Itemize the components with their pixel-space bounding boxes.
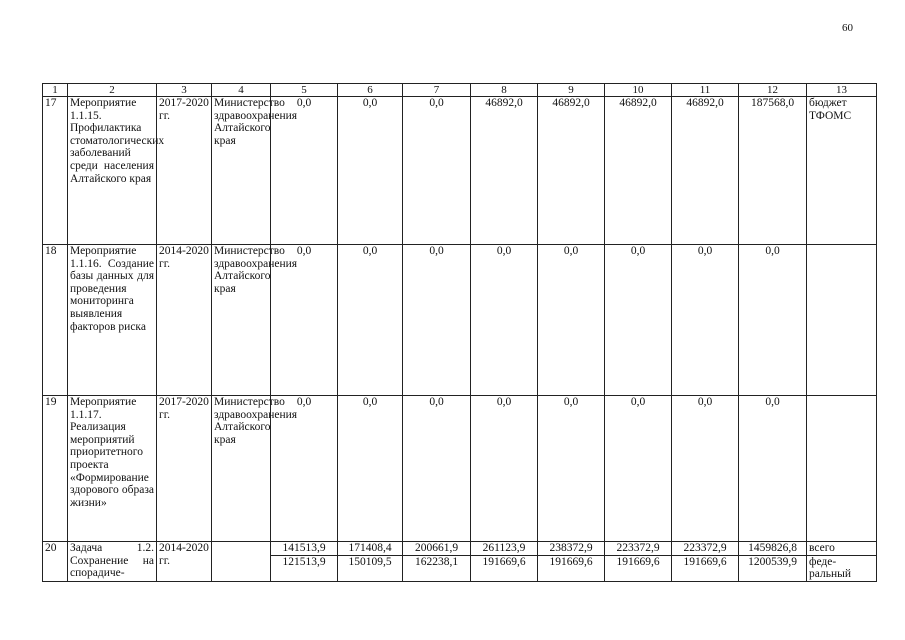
source-federal-cont: ральный bbox=[809, 568, 851, 581]
header-cell: 10 bbox=[605, 84, 672, 97]
period-cell: 2014-2020 гг. bbox=[157, 245, 212, 396]
value-cell bbox=[403, 542, 471, 582]
value-cell bbox=[538, 542, 605, 582]
value-cell: 46892,0 bbox=[471, 97, 538, 245]
header-cell: 8 bbox=[471, 84, 538, 97]
value-cell: 46892,0 bbox=[672, 97, 739, 245]
value-cell bbox=[471, 542, 538, 582]
program-table bbox=[42, 83, 877, 582]
value-cell: 187568,0 bbox=[739, 97, 807, 245]
value-cell: 0,0 bbox=[403, 396, 471, 542]
executor-cell: Министерство здравоохранения Алтайского края bbox=[212, 245, 271, 396]
value-cell: 0,0 bbox=[471, 396, 538, 542]
value-cell: 0,0 bbox=[471, 245, 538, 396]
header-cell: 1 bbox=[43, 84, 68, 97]
value-cell: 0,0 bbox=[271, 396, 338, 542]
value-cell: 0,0 bbox=[672, 245, 739, 396]
header-row bbox=[43, 84, 877, 97]
value-cell: 0,0 bbox=[271, 97, 338, 245]
row-number: 17 bbox=[43, 97, 68, 245]
funding-source-cell: бюджет ТФОМС bbox=[807, 97, 877, 245]
value-total: 141513,9 bbox=[282, 542, 326, 554]
row-number: 20 bbox=[43, 542, 68, 582]
value-total: 200661,9 bbox=[414, 542, 459, 554]
value-cell: 0,0 bbox=[338, 245, 403, 396]
period-cell: 2014-2020 гг. bbox=[157, 542, 212, 582]
value-cell: 0,0 bbox=[605, 245, 672, 396]
funding-source-cell bbox=[807, 245, 877, 396]
period-cell: 2017-2020 гг. bbox=[157, 97, 212, 245]
value-federal: 150109,5 bbox=[338, 555, 402, 569]
measure-description: Мероприятие 1.1.15. Профилактика стоматологических заболеваний среди населения Алтайского края bbox=[68, 97, 157, 245]
table-row bbox=[43, 542, 877, 582]
executor-cell bbox=[212, 542, 271, 582]
value-cell bbox=[672, 542, 739, 582]
header-cell: 12 bbox=[739, 84, 807, 97]
header-cell: 6 bbox=[338, 84, 403, 97]
header-cell: 4 bbox=[212, 84, 271, 97]
page-number: 60 bbox=[842, 22, 853, 34]
measure-description: Мероприятие 1.1.17. Реализация мероприятий приоритетного проекта «Формирование здорового образа жизни» bbox=[68, 396, 157, 542]
value-cell bbox=[605, 542, 672, 582]
table-row bbox=[43, 97, 877, 245]
value-total: 171408,4 bbox=[348, 542, 392, 554]
row-number: 19 bbox=[43, 396, 68, 542]
row-number: 18 bbox=[43, 245, 68, 396]
header-cell: 7 bbox=[403, 84, 471, 97]
period-cell: 2017-2020 гг. bbox=[157, 396, 212, 542]
value-cell: 0,0 bbox=[403, 245, 471, 396]
header-cell: 13 bbox=[807, 84, 877, 97]
source-total: всего bbox=[809, 542, 835, 554]
header-cell: 3 bbox=[157, 84, 212, 97]
funding-source-cell bbox=[807, 542, 877, 582]
value-cell: 0,0 bbox=[338, 97, 403, 245]
value-cell: 0,0 bbox=[403, 97, 471, 245]
value-cell: 0,0 bbox=[739, 396, 807, 542]
executor-cell: Министерство здравоохранения Алтайского края bbox=[212, 97, 271, 245]
value-total: 223372,9 bbox=[616, 542, 660, 554]
header-cell: 9 bbox=[538, 84, 605, 97]
value-federal: 191669,6 bbox=[471, 555, 537, 569]
value-total: 223372,9 bbox=[683, 542, 727, 554]
value-cell bbox=[271, 542, 338, 582]
table-row bbox=[43, 396, 877, 542]
value-federal: 191669,6 bbox=[605, 555, 671, 569]
table-row bbox=[43, 245, 877, 396]
value-cell: 0,0 bbox=[739, 245, 807, 396]
value-total: 261123,9 bbox=[482, 542, 526, 554]
value-cell: 0,0 bbox=[672, 396, 739, 542]
value-federal: 191669,6 bbox=[672, 555, 738, 569]
value-federal: 191669,6 bbox=[538, 555, 604, 569]
value-cell bbox=[338, 542, 403, 582]
measure-description: Мероприятие 1.1.16. Создание базы данных для проведения мониторинга выявления факторов риска bbox=[68, 245, 157, 396]
value-cell bbox=[739, 542, 807, 582]
source-federal: феде- bbox=[807, 555, 876, 569]
header-cell: 5 bbox=[271, 84, 338, 97]
value-federal: 1200539,9 bbox=[739, 555, 806, 569]
value-cell: 0,0 bbox=[271, 245, 338, 396]
header-cell: 2 bbox=[68, 84, 157, 97]
value-cell: 0,0 bbox=[538, 396, 605, 542]
value-federal: 121513,9 bbox=[271, 555, 337, 569]
header-cell: 11 bbox=[672, 84, 739, 97]
value-cell: 0,0 bbox=[605, 396, 672, 542]
value-federal: 162238,1 bbox=[403, 555, 470, 569]
value-total: 1459826,8 bbox=[748, 542, 797, 554]
task-description: Задача 1.2. Сохранение на спорадиче- bbox=[68, 542, 157, 582]
value-cell: 46892,0 bbox=[605, 97, 672, 245]
value-total: 238372,9 bbox=[549, 542, 593, 554]
value-cell: 46892,0 bbox=[538, 97, 605, 245]
funding-source-cell bbox=[807, 396, 877, 542]
executor-cell: Министерство здравоохранения Алтайского края bbox=[212, 396, 271, 542]
value-cell: 0,0 bbox=[338, 396, 403, 542]
value-cell: 0,0 bbox=[538, 245, 605, 396]
